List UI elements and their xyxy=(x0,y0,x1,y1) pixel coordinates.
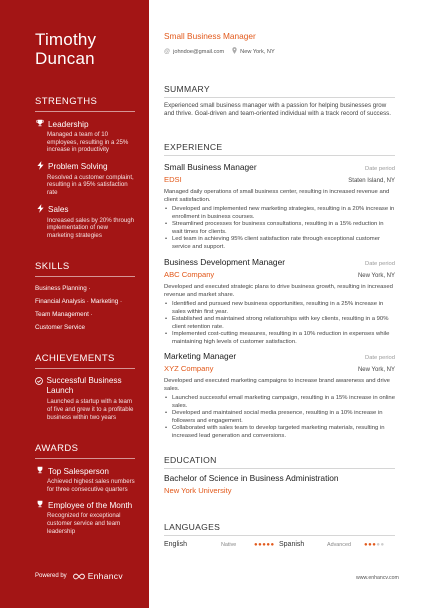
education-heading: EDUCATION xyxy=(164,455,395,469)
location-text: New York, NY xyxy=(240,48,275,55)
email-text: johndoe@gmail.com xyxy=(173,48,225,55)
skills-heading: SKILLS xyxy=(35,261,135,277)
award-item xyxy=(35,466,135,493)
achievement-title: Successful Business Launch xyxy=(46,376,122,396)
at-icon: @ xyxy=(164,48,171,55)
language-rating xyxy=(254,542,275,548)
award-item xyxy=(35,500,135,535)
job-bullet: • Streamlined processes for business consultations, resulting in a 15% reduction in wait times for clients. xyxy=(164,221,395,236)
job-location: New York, NY xyxy=(357,367,395,373)
education-entry xyxy=(164,473,395,495)
name-last: Duncan xyxy=(35,49,95,68)
rating-dot-filled: ● xyxy=(258,541,263,548)
contact-info xyxy=(164,47,283,56)
job-entry xyxy=(164,351,395,440)
skill-item: Customer Service xyxy=(35,324,86,332)
strengths-list xyxy=(35,119,135,239)
sidebar xyxy=(0,0,149,608)
rating-dot-filled: ● xyxy=(266,541,271,548)
achievement-desc: Launched a startup with a team of five and grew it to a profitable business within two years xyxy=(47,398,134,421)
job-date: Date period xyxy=(365,166,395,172)
language-rating xyxy=(364,542,385,548)
job-location: New York, NY xyxy=(357,273,395,279)
rating-dot-filled: ● xyxy=(372,541,377,548)
summary-text: Experienced small business manager with a passion for helping businesses grow and thrive. Goal-driven and team-oriented individual with a track record of success. xyxy=(164,102,391,117)
rating-dot-filled: ● xyxy=(368,541,373,548)
job-location: Staten Island, NY xyxy=(348,178,395,184)
job-role: Marketing Manager xyxy=(164,351,237,361)
rating-dot-filled: ● xyxy=(254,541,259,548)
location-contact xyxy=(232,47,275,56)
job-role: Small Business Manager xyxy=(164,162,257,172)
job-description: Developed and executed marketing campaigns to increase brand awareness and drive sales. xyxy=(164,378,390,392)
strength-item xyxy=(35,119,135,154)
job-bullet: • Implemented cost-cutting measures, resulting in a 10% reduction in expenses while maintaining high levels of customer satisfaction. xyxy=(164,331,395,346)
achievement-item xyxy=(35,376,135,421)
job-company: XYZ Company xyxy=(164,364,214,373)
job-company: EDSI xyxy=(164,175,182,184)
job-bullet: • Established and maintained strong relationships with key clients, resulting in a 90% client retention rate. xyxy=(164,316,395,331)
footer-website[interactable]: www.enhancv.com xyxy=(356,575,399,581)
languages-heading: LANGUAGES xyxy=(164,522,395,536)
skill-item: Business Planning · xyxy=(35,285,91,293)
rating-dot-filled: ● xyxy=(270,541,275,548)
education-school: New York University xyxy=(164,485,232,495)
language-item xyxy=(279,541,394,548)
language-item xyxy=(164,541,279,548)
infinity-icon xyxy=(73,573,85,580)
trophy-icon xyxy=(35,466,45,476)
job-bullets xyxy=(164,301,395,346)
job-bullets xyxy=(164,395,395,440)
skills-list xyxy=(35,285,135,331)
language-level: Native xyxy=(221,541,237,548)
strengths-heading: STRENGTHS xyxy=(35,96,135,112)
powered-by xyxy=(35,571,123,581)
email-contact[interactable] xyxy=(164,49,224,55)
summary-heading: SUMMARY xyxy=(164,84,395,98)
rating-dot-filled: ● xyxy=(364,541,369,548)
job-bullet: • Identified and pursued new business opportunities, resulting in a 25% increase in sales within first year. xyxy=(164,301,395,316)
language-level: Advanced xyxy=(327,541,351,548)
location-pin-icon xyxy=(232,47,237,56)
job-company: ABC Company xyxy=(164,270,215,279)
job-bullet: • Led team in achieving 95% client satisfaction rate through exceptional customer service and support. xyxy=(164,236,395,251)
job-description: Managed daily operations of small business center, resulting in increased revenue and client satisfaction. xyxy=(164,189,390,203)
job-entry xyxy=(164,162,395,251)
rating-dot-empty: ● xyxy=(376,541,381,548)
check-circle-icon xyxy=(35,377,43,387)
header-title: Small Business Manager xyxy=(164,31,256,41)
job-date: Date period xyxy=(365,355,395,361)
strength-item xyxy=(35,204,135,240)
job-entry xyxy=(164,257,395,346)
rating-dot-empty: ● xyxy=(380,541,385,548)
language-name: English xyxy=(164,541,187,548)
award-title: Top Salesperson xyxy=(48,466,109,476)
awards-heading: AWARDS xyxy=(35,443,135,459)
job-bullets xyxy=(164,206,395,251)
powered-by-label: Powered by xyxy=(35,573,67,579)
skill-item: Team Management · xyxy=(35,311,93,319)
experience-heading: EXPERIENCE xyxy=(164,142,395,156)
brand-name: Enhancv xyxy=(87,571,123,581)
lightning-icon xyxy=(35,204,45,215)
brand-logo[interactable] xyxy=(73,571,123,581)
job-role: Business Development Manager xyxy=(164,257,286,267)
strength-title: Sales xyxy=(48,204,69,214)
job-description: Developed and executed strategic plans to drive business growth, resulting in increased revenue and market share. xyxy=(164,284,393,298)
job-bullet: • Developed and implemented new marketing strategies, resulting in a 20% increase in enrollment in business courses. xyxy=(164,206,395,221)
strength-title: Leadership xyxy=(48,119,89,129)
education-degree: Bachelor of Science in Business Administration xyxy=(164,473,339,483)
trophy-icon xyxy=(35,119,45,129)
award-title: Employee of the Month xyxy=(48,500,133,510)
rating-dot-filled: ● xyxy=(262,541,267,548)
strength-title: Problem Solving xyxy=(48,161,108,171)
name-first: Timothy xyxy=(35,30,97,49)
job-bullet: • Developed and maintained social media presence, resulting in a 10% increase in followers and engagement. xyxy=(164,410,395,425)
job-date: Date period xyxy=(365,261,395,267)
strength-desc: Resolved a customer complaint, resulting in a 95% satisfaction rate xyxy=(47,173,134,196)
languages-list xyxy=(164,541,395,548)
award-desc: Achieved highest sales numbers for three consecutive quarters xyxy=(47,478,135,493)
strength-desc: Managed a team of 10 employees, resulting in a 25% increase in productivity xyxy=(47,131,129,154)
lightning-icon xyxy=(35,161,45,172)
job-bullet: • Launched successful email marketing campaign, resulting in a 15% increase in online sales. xyxy=(164,395,395,410)
award-desc: Recognized for exceptional customer service and team leadership xyxy=(47,512,121,535)
trophy-icon xyxy=(35,500,45,510)
strength-item xyxy=(35,161,135,197)
skill-item: Financial Analysis · Marketing · xyxy=(35,298,123,306)
job-bullet: • Collaborated with sales team to develop targeted marketing materials, resulting in increased lead generation and conversions. xyxy=(164,425,395,440)
candidate-name xyxy=(35,30,135,68)
strength-desc: Increased sales by 20% through implementation of new marketing strategies xyxy=(47,216,135,239)
language-name: Spanish xyxy=(279,541,305,548)
achievements-heading: ACHIEVEMENTS xyxy=(35,353,135,369)
